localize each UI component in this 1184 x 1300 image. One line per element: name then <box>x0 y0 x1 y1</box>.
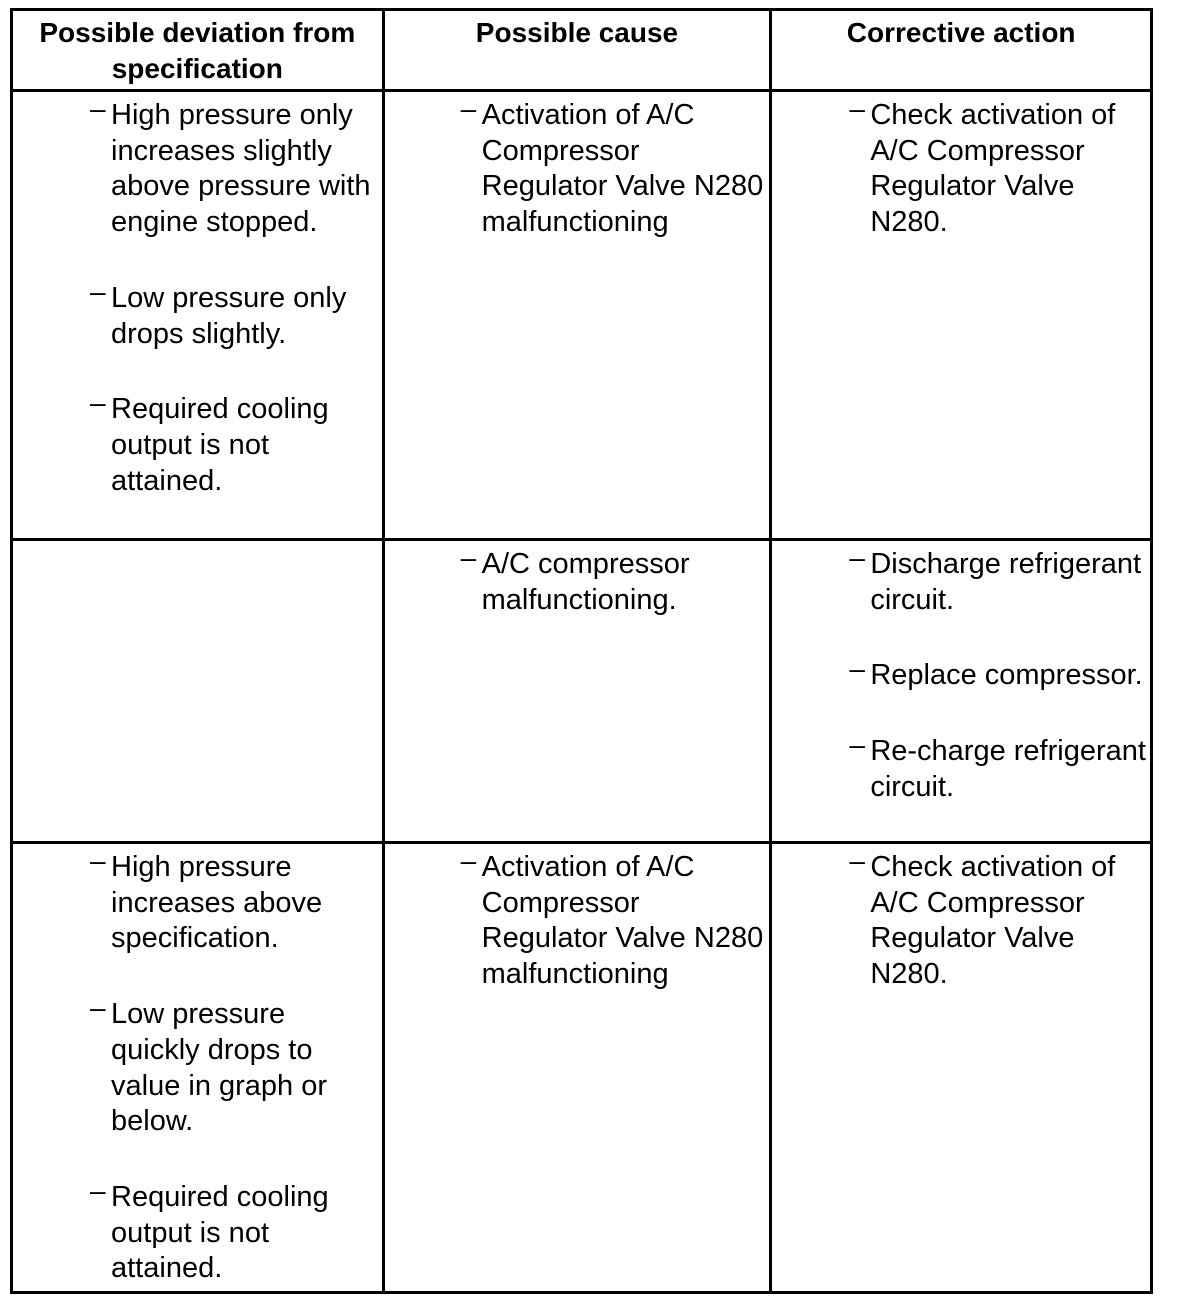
cause-list <box>385 844 770 997</box>
list-item <box>772 653 1150 694</box>
header-action: Corrective action <box>771 10 1152 91</box>
action-text: Discharge refrigerant circuit. <box>870 548 1142 616</box>
list-item <box>13 992 382 1140</box>
deviation-list <box>13 92 382 503</box>
deviation-text: Low pressure quickly drops to value in graph or below. <box>111 998 328 1138</box>
action-list <box>772 844 1150 997</box>
dash-icon: – <box>849 653 865 685</box>
action-cell <box>771 91 1152 540</box>
list-item <box>13 1174 382 1287</box>
list-item <box>385 542 770 618</box>
action-list <box>772 92 1150 245</box>
dash-icon: – <box>849 729 865 761</box>
action-text: Replace compressor. <box>870 659 1143 692</box>
deviation-text: High pressure increases above specification. <box>111 851 323 955</box>
dash-icon: – <box>90 93 106 124</box>
dash-icon: – <box>90 387 106 419</box>
action-cell <box>771 540 1152 843</box>
dash-icon: – <box>90 1174 106 1206</box>
list-item <box>772 93 1150 241</box>
header-row <box>12 10 1152 91</box>
dash-icon: – <box>849 542 865 573</box>
action-cell <box>771 843 1152 1293</box>
list-item <box>772 845 1150 993</box>
deviation-cell <box>12 843 384 1293</box>
list-item <box>385 845 770 993</box>
table-row <box>12 843 1152 1293</box>
table-row <box>12 91 1152 540</box>
list-item <box>13 275 382 352</box>
cause-list <box>385 92 770 245</box>
deviation-text: Low pressure only drops slightly. <box>111 281 347 350</box>
cause-cell <box>383 540 771 843</box>
cause-list <box>385 541 770 622</box>
deviation-text: Required cooling output is not attained. <box>111 393 329 497</box>
dash-icon: – <box>90 992 106 1024</box>
dash-icon: – <box>90 275 106 307</box>
dash-icon: – <box>849 845 865 876</box>
dash-icon: – <box>460 845 477 876</box>
dash-icon: – <box>460 542 477 573</box>
action-text: Check activation of A/C Compressor Regulator Valve N280. <box>870 99 1116 239</box>
list-item <box>772 729 1150 805</box>
action-text: Re-charge refrigerant circuit. <box>870 735 1146 803</box>
cause-cell <box>383 843 771 1293</box>
dash-icon: – <box>90 845 106 876</box>
troubleshooting-table <box>10 8 1153 1294</box>
table-row <box>12 540 1152 843</box>
list-item <box>13 387 382 499</box>
cause-text: A/C compressor malfunctioning. <box>481 548 690 616</box>
header-deviation: Possible deviation from specification <box>12 10 384 91</box>
cause-text: Activation of A/C Compressor Regulator Valve N280 malfunctioning <box>481 99 764 239</box>
list-item <box>13 845 382 957</box>
deviation-cell <box>12 540 384 843</box>
list-item <box>772 542 1150 618</box>
deviation-cell <box>12 91 384 540</box>
list-item <box>13 93 382 241</box>
dash-icon: – <box>460 93 477 124</box>
deviation-list <box>13 844 382 1291</box>
cause-text: Activation of A/C Compressor Regulator Valve N280 malfunctioning <box>481 851 764 991</box>
action-text: Check activation of A/C Compressor Regulator Valve N280. <box>870 851 1116 991</box>
deviation-text: High pressure only increases slightly above pressure with engine stopped. <box>111 99 371 239</box>
list-item <box>385 93 770 241</box>
cause-cell <box>383 91 771 540</box>
dash-icon: – <box>849 93 865 124</box>
deviation-text: Required cooling output is not attained. <box>111 1180 329 1285</box>
header-cause: Possible cause <box>383 10 771 91</box>
action-list <box>772 541 1150 810</box>
